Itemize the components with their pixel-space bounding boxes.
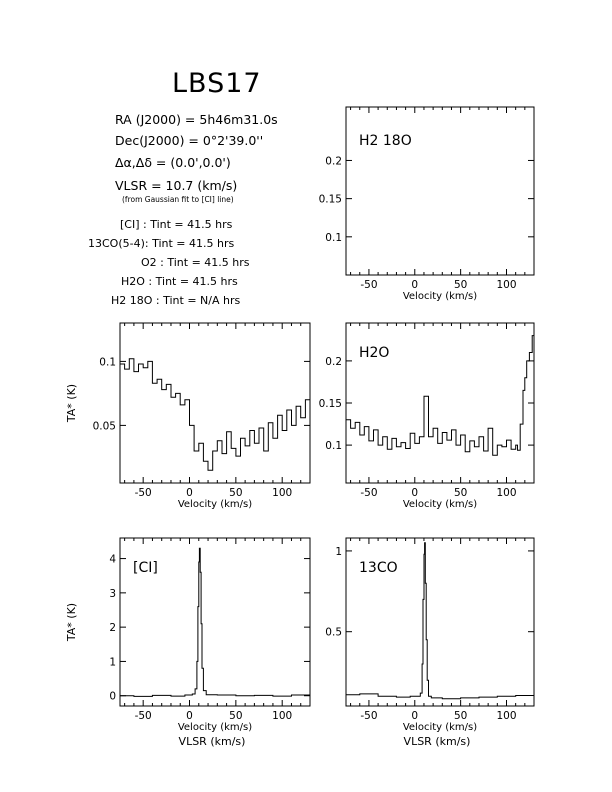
panel-co13 (325, 538, 534, 733)
y-tick-label: 1 (109, 656, 116, 669)
x-tick-label: 50 (229, 710, 243, 722)
dec-value: 0°2'39.0'' (202, 133, 264, 148)
y-tick-label: 0.2 (325, 355, 342, 368)
tint-ci: [CI] : Tint = 41.5 hrs (120, 218, 233, 231)
x-tick-label: 100 (496, 487, 517, 499)
y-tick-label: 0.1 (325, 231, 342, 244)
y-tick-label: 0.1 (325, 440, 342, 453)
x-axis-label: Velocity (km/s) (402, 722, 478, 733)
y-tick-label: 0.2 (325, 155, 342, 168)
line-label-h218o: H2 18O (359, 133, 412, 149)
x-tick-label: -50 (134, 710, 152, 722)
x-tick-label: 0 (411, 487, 419, 499)
x-tick-label: 0 (411, 710, 419, 722)
x-axis-label: Velocity (km/s) (177, 499, 253, 510)
page-title: LBS17 (172, 68, 262, 99)
y-tick-label: 0.15 (318, 193, 342, 206)
x-tick-label: 100 (272, 487, 293, 499)
y-axis-label: TA* (K) (65, 383, 78, 423)
plot-frame (120, 323, 310, 483)
ra-label: RA (J2000) = (115, 112, 200, 127)
tint-h2o: H2O : Tint = 41.5 hrs (121, 275, 238, 288)
y-tick-label: 0.1 (99, 356, 116, 369)
x-tick-label: 50 (453, 279, 468, 291)
x-tick-label: -50 (134, 487, 152, 499)
x-tick-label: 0 (411, 279, 419, 291)
y-tick-label: 0.5 (325, 626, 342, 639)
offset-label: Δα,Δδ = (115, 155, 171, 170)
ra-value: 5h46m31.0s (199, 112, 278, 127)
y-tick-label: 4 (109, 553, 116, 566)
line-label-co13: 13CO (359, 560, 398, 576)
vlsr-axis-label-right: VLSR (km/s) (403, 735, 471, 748)
panel-o2 (65, 323, 310, 510)
y-tick-label: 3 (109, 587, 116, 600)
x-tick-label: 100 (496, 279, 517, 291)
dec-label: Dec(J2000) = (115, 133, 203, 148)
x-tick-label: 100 (272, 710, 293, 722)
x-tick-label: -50 (360, 279, 378, 291)
x-axis-label: Velocity (km/s) (402, 499, 478, 510)
y-tick-label: 2 (109, 622, 116, 635)
vlsr-axis-label-left: VLSR (km/s) (178, 735, 246, 748)
line-label-ci: [CI] (133, 560, 158, 576)
panel-h2o (319, 323, 534, 510)
x-tick-label: 0 (186, 487, 193, 499)
y-tick-label: 0.05 (92, 420, 116, 433)
y-tick-label: 1 (335, 545, 342, 558)
x-axis-label: Velocity (km/s) (177, 722, 253, 733)
panel-ci (65, 538, 310, 733)
panel-h218o (319, 107, 534, 302)
offset-value: (0.0',0.0') (170, 155, 231, 170)
x-tick-label: 0 (186, 710, 193, 722)
x-axis-label: Velocity (km/s) (402, 291, 478, 302)
y-tick-label: 0 (109, 690, 116, 703)
tint-h218o: H2 18O : Tint = N/A hrs (111, 294, 241, 307)
x-tick-label: 50 (453, 710, 468, 722)
vlsr-note: (from Gaussian fit to [CI] line) (122, 195, 234, 204)
x-tick-label: 50 (229, 487, 243, 499)
vlsr-line: VLSR = 10.7 (km/s) (115, 178, 238, 193)
y-axis-label: TA* (K) (65, 602, 78, 642)
tint-o2: O2 : Tint = 41.5 hrs (141, 256, 250, 269)
line-label-h2o: H2O (359, 345, 390, 361)
x-tick-label: 50 (453, 487, 468, 499)
x-tick-label: -50 (360, 710, 378, 722)
y-tick-label: 0.15 (318, 398, 342, 410)
series-line-o2 (120, 359, 310, 470)
x-tick-label: -50 (360, 487, 378, 499)
x-tick-label: 100 (496, 710, 517, 722)
tint-13co: 13CO(5-4): Tint = 41.5 hrs (88, 237, 235, 250)
